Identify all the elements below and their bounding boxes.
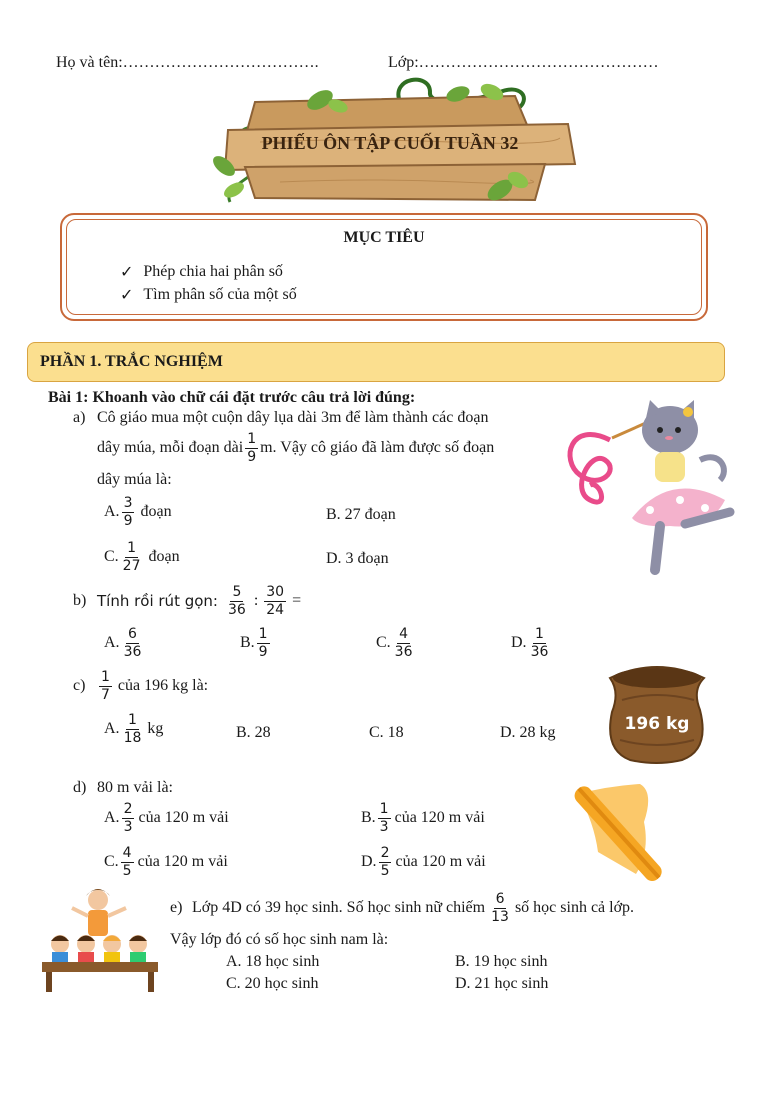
fraction: $\frac{1}{9}$ xyxy=(247,431,257,465)
dancing-cat-illustration xyxy=(560,400,745,585)
question-e-line2: Vậy lớp đó có số học sinh nam là: xyxy=(170,931,389,948)
question-d: d) 80 m vải là: xyxy=(73,779,173,796)
answer-option-d[interactable]: D. $\frac{1}{36}$ xyxy=(511,626,549,660)
answer-option-a[interactable]: A. $\frac{1}{18}$ kg xyxy=(104,712,164,746)
class-field[interactable]: Lớp:……………………………………… xyxy=(388,54,659,71)
objective-text: Tìm phân số của một số xyxy=(143,286,297,303)
answer-option-c[interactable]: C. $\frac{4}{5}$ của 120 m vải xyxy=(104,845,228,879)
answer-option-d[interactable]: D. 21 học sinh xyxy=(455,975,549,992)
worksheet-title: PHIẾU ÔN TẬP CUỐI TUẦN 32 xyxy=(261,133,519,153)
objective-text: Phép chia hai phân số xyxy=(143,263,283,280)
answer-option-b[interactable]: B. 28 xyxy=(236,724,271,741)
question-e-line1: e) Lớp 4D có 39 học sinh. Số học sinh nữ chiếm $\frac{6}{13}$ số học sinh cả lớp. xyxy=(170,891,635,925)
exercise-heading: Bài 1: Khoanh vào chữ cái đặt trước câu trả lời đúng: xyxy=(48,389,416,406)
answer-option-c[interactable]: C. 18 xyxy=(369,724,404,741)
question-a-line2: dây múa, mỗi đoạn dài $\frac{1}{9}$ m. Vậy cô giáo đã làm được số đoạn xyxy=(97,431,495,465)
question-b: b) Tính rồi rút gọn: $\frac{5}{36}$ : $\frac{30}{24}$ = xyxy=(73,584,302,618)
sack-weight-label: 196 kg xyxy=(624,714,690,734)
answer-option-b[interactable]: B. 27 đoạn xyxy=(326,506,396,523)
objective-item xyxy=(120,262,283,282)
check-icon: ✓ xyxy=(120,287,134,304)
answer-option-a[interactable]: A. $\frac{6}{36}$ xyxy=(104,626,142,660)
answer-option-d[interactable]: D. $\frac{2}{5}$ của 120 m vải xyxy=(361,845,486,879)
question-a-line1: a) Cô giáo mua một cuộn dây lụa dài 3m để làm thành các đoạn xyxy=(73,409,489,426)
answer-option-b[interactable]: B. $\frac{1}{3}$ của 120 m vải xyxy=(361,801,485,835)
answer-option-a[interactable]: A. 18 học sinh xyxy=(226,953,320,970)
check-icon: ✓ xyxy=(120,264,134,281)
name-field[interactable]: Họ và tên:………………………………. xyxy=(56,54,319,71)
objectives-title: MỤC TIÊU xyxy=(343,229,425,246)
answer-option-d[interactable]: D. 28 kg xyxy=(500,724,556,741)
objective-item xyxy=(120,285,297,305)
answer-option-b[interactable]: B. $\frac{1}{9}$ xyxy=(240,626,268,660)
answer-option-a[interactable]: A. $\frac{3}{9}$ đoạn xyxy=(104,495,172,529)
answer-option-c[interactable]: C. $\frac{1}{27}$ đoạn xyxy=(104,540,180,574)
fabric-roll-illustration xyxy=(558,782,668,894)
question-a-line3: dây múa là: xyxy=(97,471,172,488)
answer-option-b[interactable]: B. 19 học sinh xyxy=(455,953,548,970)
answer-option-a[interactable]: A. $\frac{2}{3}$ của 120 m vải xyxy=(104,801,229,835)
answer-option-c[interactable]: C. $\frac{4}{36}$ xyxy=(376,626,413,660)
question-c: c) $\frac{1}{7}$ của 196 kg là: xyxy=(73,669,209,703)
classroom-illustration xyxy=(38,886,162,994)
answer-option-c[interactable]: C. 20 học sinh xyxy=(226,975,319,992)
answer-option-d[interactable]: D. 3 đoạn xyxy=(326,550,389,567)
section-title: PHẦN 1. TRẮC NGHIỆM xyxy=(27,342,725,382)
rice-sack-illustration xyxy=(602,660,712,764)
